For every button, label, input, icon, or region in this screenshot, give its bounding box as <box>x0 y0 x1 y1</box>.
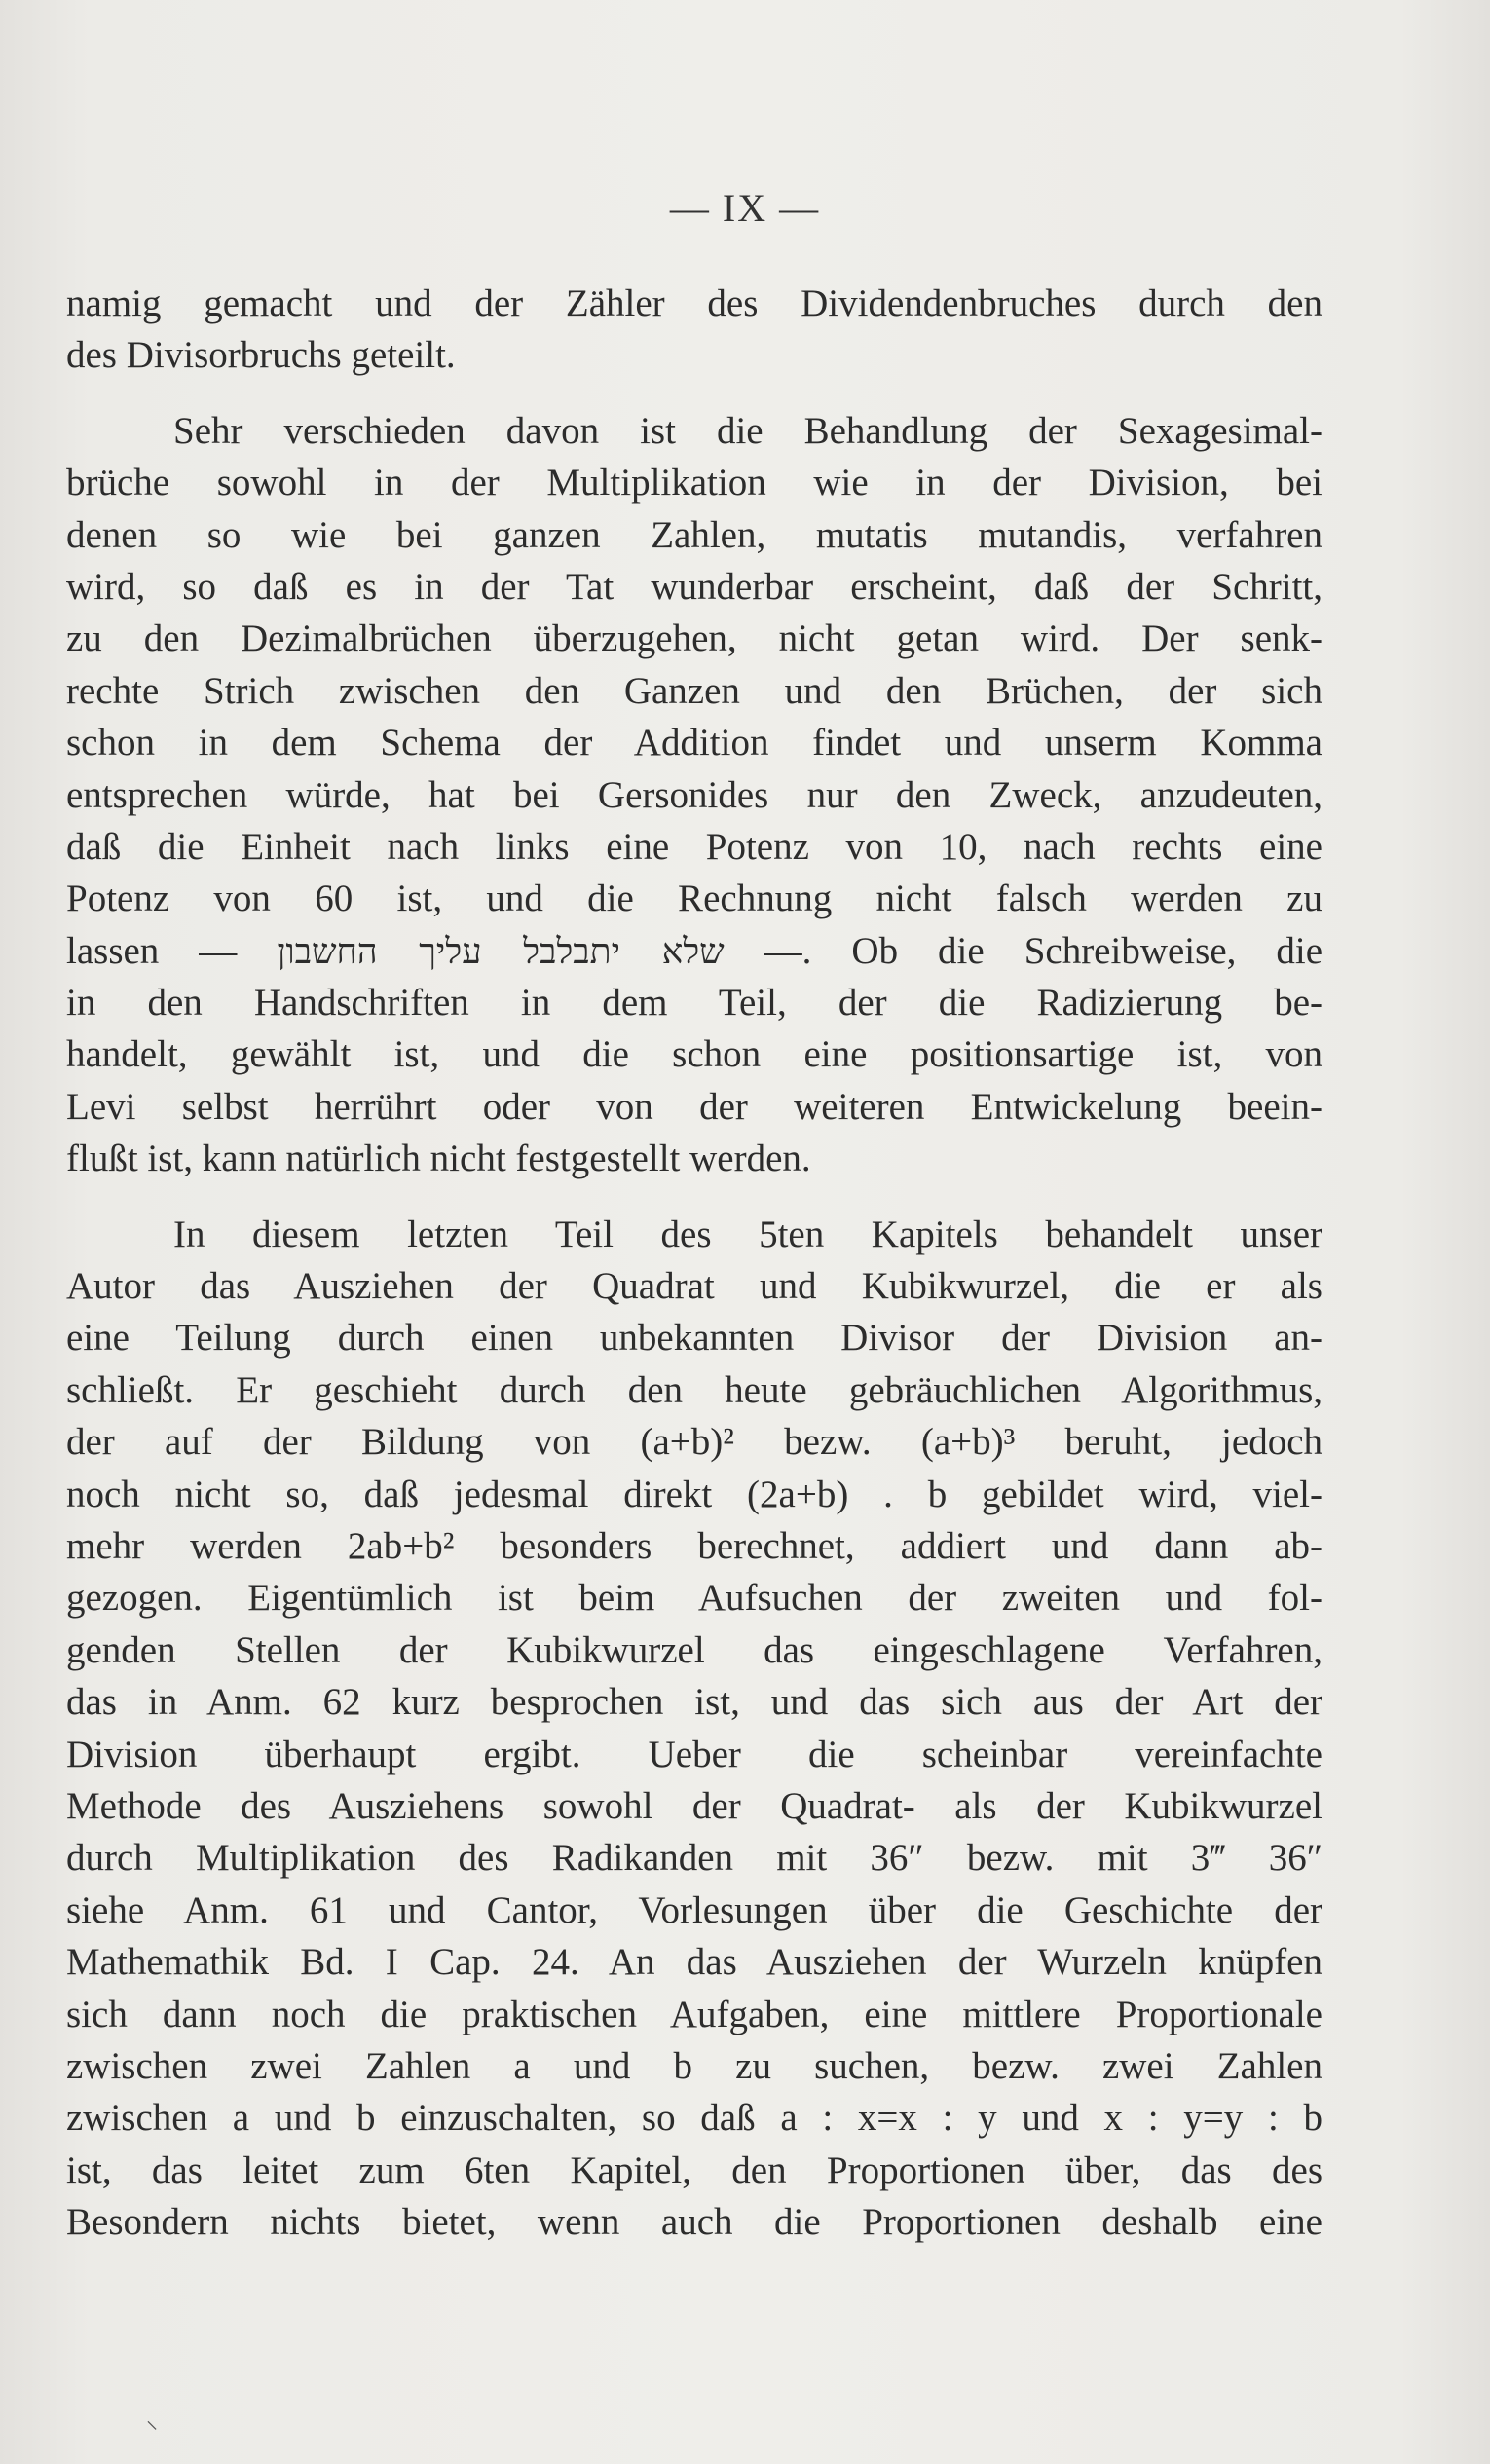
text-line: Besondern nichts bietet, wenn auch die Proportionen deshalb eine <box>66 2201 1322 2244</box>
text-line: gezogen. Eigentümlich ist beim Aufsuchen der zweiten und fol- <box>66 1577 1322 1620</box>
text-line: In diesem letzten Teil des 5ten Kapitels behandelt unser <box>173 1213 1322 1255</box>
text-line: schon in dem Schema der Addition findet und unserm Komma <box>66 722 1322 765</box>
text-line: namig gemacht und der Zähler des Dividendenbruches durch den <box>66 282 1322 324</box>
page-number-header: — IX — <box>669 186 821 230</box>
text-line: in den Handschriften in dem Teil, der die Radizierung be- <box>66 982 1322 1025</box>
text-line-with-hebrew <box>66 925 1322 977</box>
text-line: zu den Dezimalbrüchen überzugehen, nicht getan wird. Der senk- <box>66 617 1322 660</box>
text-line: Potenz von 60 ist, und die Rechnung nicht falsch werden zu <box>66 877 1322 920</box>
text-line: brüche sowohl in der Multiplikation wie in der Division, bei <box>66 462 1322 504</box>
paragraph <box>66 405 1322 1185</box>
text-line: das in Anm. 62 kurz besprochen ist, und das sich aus der Art der <box>66 1681 1322 1724</box>
text-segment: lassen — <box>66 929 238 972</box>
text-line: ist, das leitet zum 6ten Kapitel, den Proportionen über, das des <box>66 2148 1322 2191</box>
text-line: der auf der Bildung von (a+b)² bezw. (a+b)³ beruht, jedoch <box>66 1421 1322 1464</box>
text-segment: —. Ob die Schreibweise, die <box>764 929 1322 972</box>
text-line: zwischen zwei Zahlen a und b zu suchen, bezw. zwei Zahlen <box>66 2044 1322 2087</box>
paragraph <box>66 278 1322 382</box>
text-line: durch Multiplikation des Radikanden mit 36″ bezw. mit 3‴ 36″ <box>66 1837 1322 1880</box>
text-line: handelt, gewählt ist, und die schon eine positionsartige ist, von <box>66 1033 1322 1076</box>
text-line: sich dann noch die praktischen Aufgaben, eine mittlere Proportionale <box>66 1993 1322 2035</box>
text-line: wird, so daß es in der Tat wunderbar erscheint, daß der Schritt, <box>66 565 1322 608</box>
text-line: rechte Strich zwischen den Ganzen und den Brüchen, der sich <box>66 669 1322 712</box>
body-text <box>66 278 1322 2248</box>
hebrew-quotation: שלא יתבלבל עליך החשבון <box>277 931 725 972</box>
text-line: flußt ist, kann natürlich nicht festgestellt werden. <box>66 1138 811 1180</box>
text-line: eine Teilung durch einen unbekannten Divisor der Division an- <box>66 1317 1322 1360</box>
text-line: zwischen a und b einzuschalten, so daß a : x=x : y und x : y=y : b <box>66 2097 1322 2140</box>
text-line: Methode des Ausziehens sowohl der Quadrat- als der Kubikwurzel <box>66 1784 1322 1827</box>
text-line: Levi selbst herrührt oder von der weiteren Entwickelung beein- <box>66 1085 1322 1128</box>
text-line: schließt. Er geschieht durch den heute gebräuchlichen Algorithmus, <box>66 1368 1322 1411</box>
text-line: noch nicht so, daß jedesmal direkt (2a+b) . b gebildet wird, viel- <box>66 1473 1322 1515</box>
text-line: daß die Einheit nach links eine Potenz von 10, nach rechts eine <box>66 825 1322 868</box>
text-line: Division überhaupt ergibt. Ueber die scheinbar vereinfachte <box>66 1733 1322 1775</box>
text-line: des Divisorbruchs geteilt. <box>66 334 456 377</box>
text-line: denen so wie bei ganzen Zahlen, mutatis mutandis, verfahren <box>66 513 1322 556</box>
text-line: Mathemathik Bd. I Cap. 24. An das Ausziehen der Wurzeln knüpfen <box>66 1941 1322 1984</box>
text-line: siehe Anm. 61 und Cantor, Vorlesungen über die Geschichte der <box>66 1888 1322 1931</box>
text-line: Sehr verschieden davon ist die Behandlung der Sexagesimal- <box>173 409 1322 452</box>
text-line: genden Stellen der Kubikwurzel das eingeschlagene Verfahren, <box>66 1628 1322 1671</box>
scan-speck: ⸌ <box>146 2418 158 2444</box>
paragraph <box>66 1209 1322 2249</box>
text-line: entsprechen würde, hat bei Gersonides nur den Zweck, anzudeuten, <box>66 773 1322 816</box>
text-line: mehr werden 2ab+b² besonders berechnet, addiert und dann ab- <box>66 1524 1322 1567</box>
text-line: Autor das Ausziehen der Quadrat und Kubikwurzel, die er als <box>66 1265 1322 1308</box>
